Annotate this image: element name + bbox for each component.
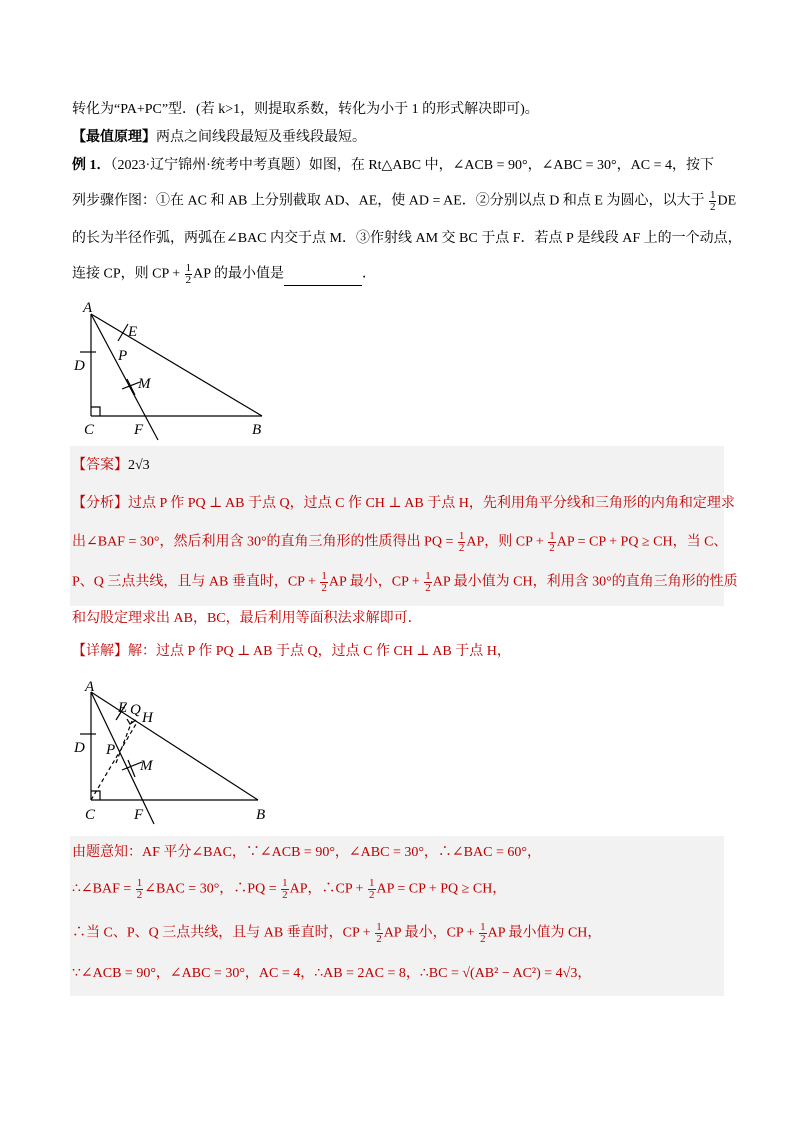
- fraction-half: $\frac{1}{2}$: [709, 189, 716, 213]
- example-text-a: 如图，在 Rt△ABC 中，∠ACB = 90°，∠ABC = 30°，AC = 4，按下: [308, 158, 714, 173]
- label-A: A: [83, 300, 93, 316]
- label-C: C: [85, 807, 96, 823]
- label-A: A: [85, 679, 95, 695]
- label-H: H: [142, 710, 153, 726]
- label-E: E: [128, 324, 138, 340]
- example-line-4: 连接 CP，则 CP + $\frac{1}{2}$ AP 的最小值是 ．: [72, 262, 377, 286]
- detail-line: 【详解】解：过点 P 作 PQ ⊥ AB 于点 Q，过点 C 作 CH ⊥ AB 于点 H，: [72, 644, 511, 659]
- triangle-figure-1: [70, 296, 280, 442]
- label-B: B: [252, 422, 262, 438]
- answer-value: 2√3: [128, 458, 150, 473]
- answer-tag: 【答案】: [72, 458, 128, 473]
- principle-text: 两点之间线段最短及垂线段最短。: [156, 130, 366, 145]
- example-line-1: [72, 156, 714, 176]
- label-D: D: [74, 740, 85, 756]
- label-E: E: [118, 700, 128, 716]
- label-B: B: [256, 807, 266, 823]
- analysis-line-2: 出∠BAF = 30°，然后利用含 30°的直角三角形的性质得出 PQ = $\frac{1}{2}$ AP，则 CP + $\frac{1}{2}$ AP = CP + PQ ≥ CH，当 C、: [72, 530, 728, 554]
- fraction-half: $\frac{1}{2}$: [376, 921, 382, 945]
- label-C: C: [84, 422, 95, 438]
- label-P: P: [106, 742, 116, 758]
- analysis-line-4: 和勾股定理求出 AB，BC，最后利用等面积法求解即可．: [72, 611, 422, 626]
- fraction-half: $\frac{1}{2}$: [321, 570, 327, 594]
- example-source: （2023·辽宁锦州·统考中考真题）: [110, 158, 309, 173]
- solution-line-2: ∴∠BAF = $\frac{1}{2}$ ∠BAC = 30°，∴PQ = $\frac{1}{2}$ AP，∴CP + $\frac{1}{2}$ AP = CP + PQ ≥ CH，: [72, 877, 507, 901]
- analysis-line-1: 【分析】过点 P 作 PQ ⊥ AB 于点 Q，过点 C 作 CH ⊥ AB 于点 H，先利用角平分线和三角形的内角和定理求: [72, 496, 735, 511]
- example-text-b2: DE: [717, 193, 737, 209]
- principle-tag: 【最值原理】: [72, 130, 156, 145]
- label-Q: Q: [130, 702, 141, 718]
- triangle-figure-2: [72, 674, 272, 828]
- example-label: 例 1．: [72, 158, 111, 173]
- label-F: F: [134, 422, 144, 438]
- solution-line-4: ∵∠ACB = 90°，∠ABC = 30°，AC = 4，∴AB = 2AC = 8，∴BC = √(AB² − AC²) = 4√3，: [72, 966, 592, 981]
- detail-tag: 【详解】: [72, 644, 128, 659]
- fraction-half: $\frac{1}{2}$: [369, 877, 375, 901]
- label-D: D: [74, 358, 85, 374]
- fraction-half: $\frac{1}{2}$: [549, 530, 555, 554]
- label-P: P: [118, 348, 128, 364]
- fraction-half: $\frac{1}{2}$: [458, 530, 465, 554]
- answer-line: [72, 456, 150, 476]
- label-M: M: [138, 376, 151, 392]
- intro-line: 转化为“PA+PC”型．(若 k>1，则提取系数，转化为小于 1 的形式解决即可)。: [72, 102, 539, 117]
- example-line-2: [72, 190, 736, 213]
- solution-line-1: 由题意知：AF 平分∠BAC，∵∠ACB = 90°，∠ABC = 30°，∴∠BAC = 60°，: [72, 845, 541, 860]
- principle-line: [72, 128, 366, 148]
- fraction-half: $\frac{1}{2}$: [136, 877, 143, 901]
- solution-line-3: ∴当 C、P、Q 三点共线，且与 AB 垂直时，CP + $\frac{1}{2}$ AP 最小，CP + $\frac{1}{2}$ AP 最小值为 CH，: [72, 921, 602, 945]
- fraction-half: $\frac{1}{2}$: [480, 921, 486, 945]
- analysis-tag: 【分析】: [72, 496, 128, 511]
- example-text-b1: 列步骤作图：①在 AC 和 AB 上分别截取 AD、AE，使 AD = AE．②分别以点 D 和点 E 为圆心，以大于: [72, 193, 705, 209]
- answer-blank: [284, 271, 362, 286]
- analysis-line-3: P、Q 三点共线，且与 AB 垂直时，CP + $\frac{1}{2}$ AP 最小，CP + $\frac{1}{2}$ AP 最小值为 CH，利用含 30°的直角三角形的性质: [72, 570, 738, 594]
- fraction-half: $\frac{1}{2}$: [425, 570, 431, 594]
- example-line-3: 的长为半径作弧，两弧在∠BAC 内交于点 M．③作射线 AM 交 BC 于点 F．若点 P 是线段 AF 上的一个动点，: [72, 231, 742, 246]
- label-M: M: [140, 758, 153, 774]
- label-F: F: [134, 807, 144, 823]
- fraction-half: $\frac{1}{2}$: [185, 262, 192, 286]
- fraction-half: $\frac{1}{2}$: [282, 877, 288, 901]
